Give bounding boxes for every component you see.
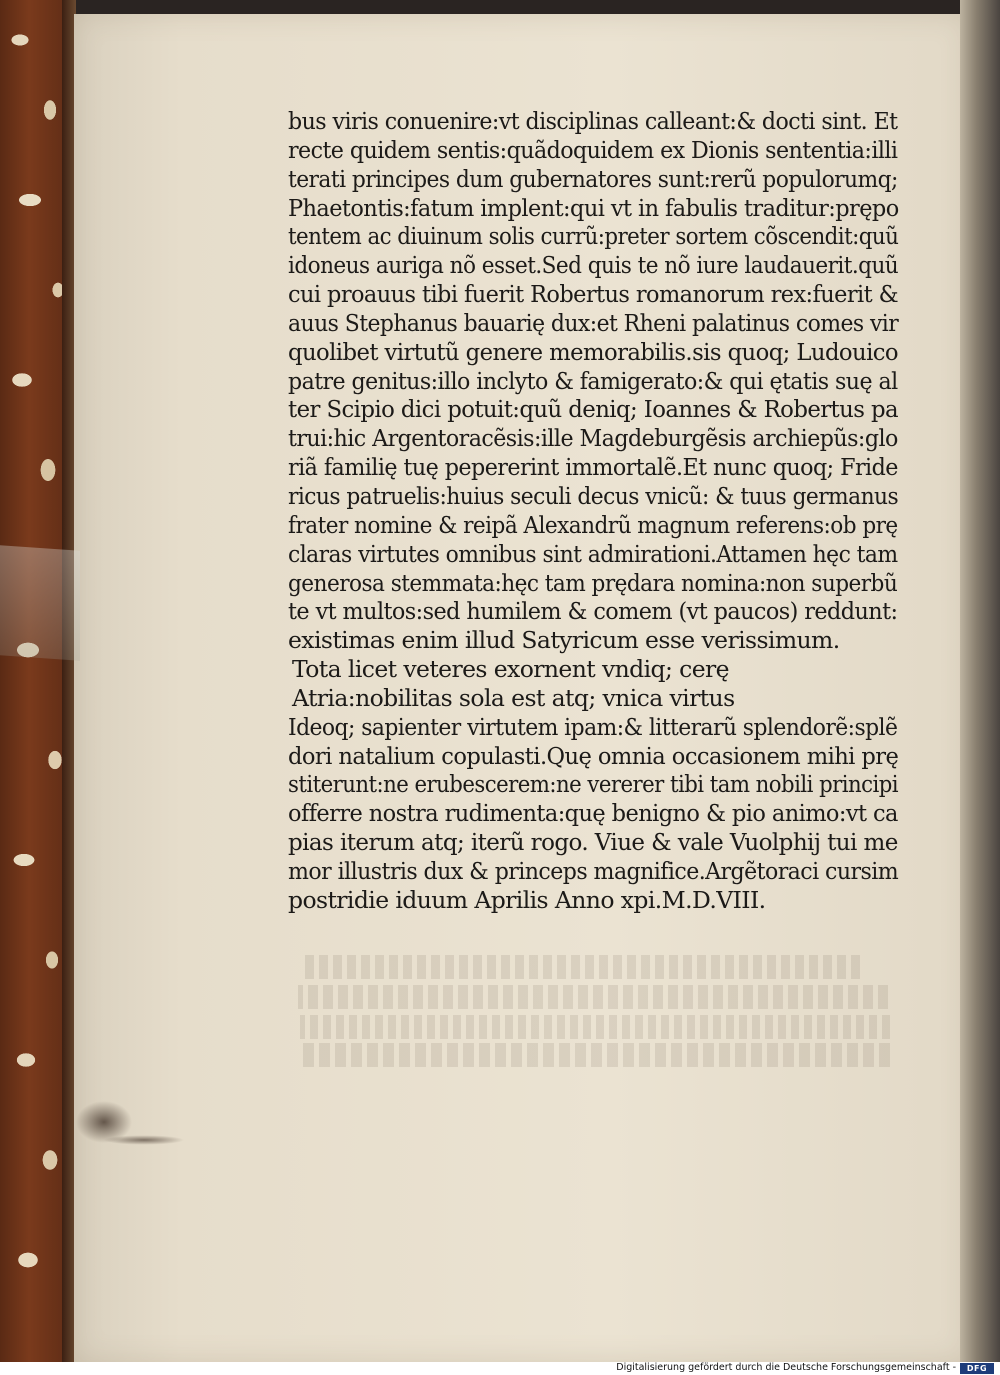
text-line: quolibet virtutũ genere memorabilis.sis quoq; Ludouico [288, 337, 899, 366]
text-line: terati principes dum gubernatores sunt:rerũ populorumq; [288, 164, 898, 193]
bleed-through-4 [300, 1043, 890, 1067]
text-line: stiterunt:ne erubescerem:ne vererer tibi tam nobili principi [288, 770, 899, 799]
text-line: tentem ac diuinum solis currũ:preter sortem cõscendit:quũ [288, 222, 899, 251]
bleed-through-1 [300, 955, 860, 979]
text-line: cui proauus tibi fuerit Robertus romanorum rex:fuerit & [288, 280, 899, 309]
text-line: Phaetontis:fatum implent:qui vt in fabulis traditur:prępo [288, 193, 899, 222]
verse-line: Tota licet veteres exornent vndiq; cerę [292, 655, 729, 684]
verse-line: Atria:nobilitas sola est atq; vnica virtus [292, 683, 735, 712]
printed-text-block [288, 107, 898, 915]
text-line: trui:hic Argentoracẽsis:ille Magdeburgẽsis archiepũs:glo [288, 424, 898, 453]
text-line: pias iterum atq; iterũ rogo. Viue & vale Vuolphij tui me [288, 828, 898, 857]
text-line: ricus patruelis:huius seculi decus vnicũ: & tuus germanus [288, 481, 899, 510]
text-line: riã familię tuę pepererint immortalẽ.Et nunc quoq; Fride [288, 453, 898, 482]
text-line: patre genitus:illo inclyto & famigerato:& qui ętatis suę al [288, 366, 898, 395]
text-line: dori natalium copulasti.Quę omnia occasionem mihi prę [288, 741, 899, 770]
page-fore-edge [960, 0, 1000, 1362]
ink-stain [74, 1092, 184, 1162]
bleed-through-3 [300, 1015, 890, 1039]
text-line: ter Scipio dici potuit:quũ deniq; Ioannes & Robertus pa [288, 395, 899, 424]
text-line: te vt multos:sed humilem & comem (vt paucos) reddunt: [288, 597, 898, 626]
text-line: Ideoq; sapienter virtutem ipam:& litterarũ splendorẽ:splẽ [288, 712, 898, 741]
dfg-logo: DFG [960, 1363, 994, 1374]
text-line: claras virtutes omnibus sint admirationi.Attamen hęc tam [288, 539, 898, 568]
text-line: auus Stephanus bauarię dux:et Rheni palatinus comes vir [288, 308, 899, 337]
text-line: existimas enim illud Satyricum esse verissimum. [288, 626, 840, 655]
text-line: offerre nostra rudimenta:quę benigno & pio animo:vt ca [288, 799, 898, 828]
bleed-through-2 [298, 985, 888, 1009]
text-line: recte quidem sentis:quãdoquidem ex Dionis sententia:illi [288, 135, 898, 164]
text-line: bus viris conuenire:vt disciplinas calleant:& docti sint. Et [288, 107, 898, 135]
transparent-clip [0, 545, 80, 661]
text-line: mor illustris dux & princeps magnifice.Argẽtoraci cursim [288, 856, 899, 885]
text-line: generosa stemmata:hęc tam prędara nomina:non superbũ [288, 568, 898, 597]
text-line: idoneus auriga nõ esset.Sed quis te nõ iure laudauerit.quũ [288, 251, 899, 280]
digitization-credit: Digitalisierung gefördert durch die Deutsche Forschungsgemeinschaft - [616, 1362, 956, 1373]
text-line: postridie iduum Aprilis Anno xpi.M.D.VIII. [288, 885, 766, 914]
text-line: frater nomine & reipã Alexandrũ magnum referens:ob prę [288, 510, 898, 539]
